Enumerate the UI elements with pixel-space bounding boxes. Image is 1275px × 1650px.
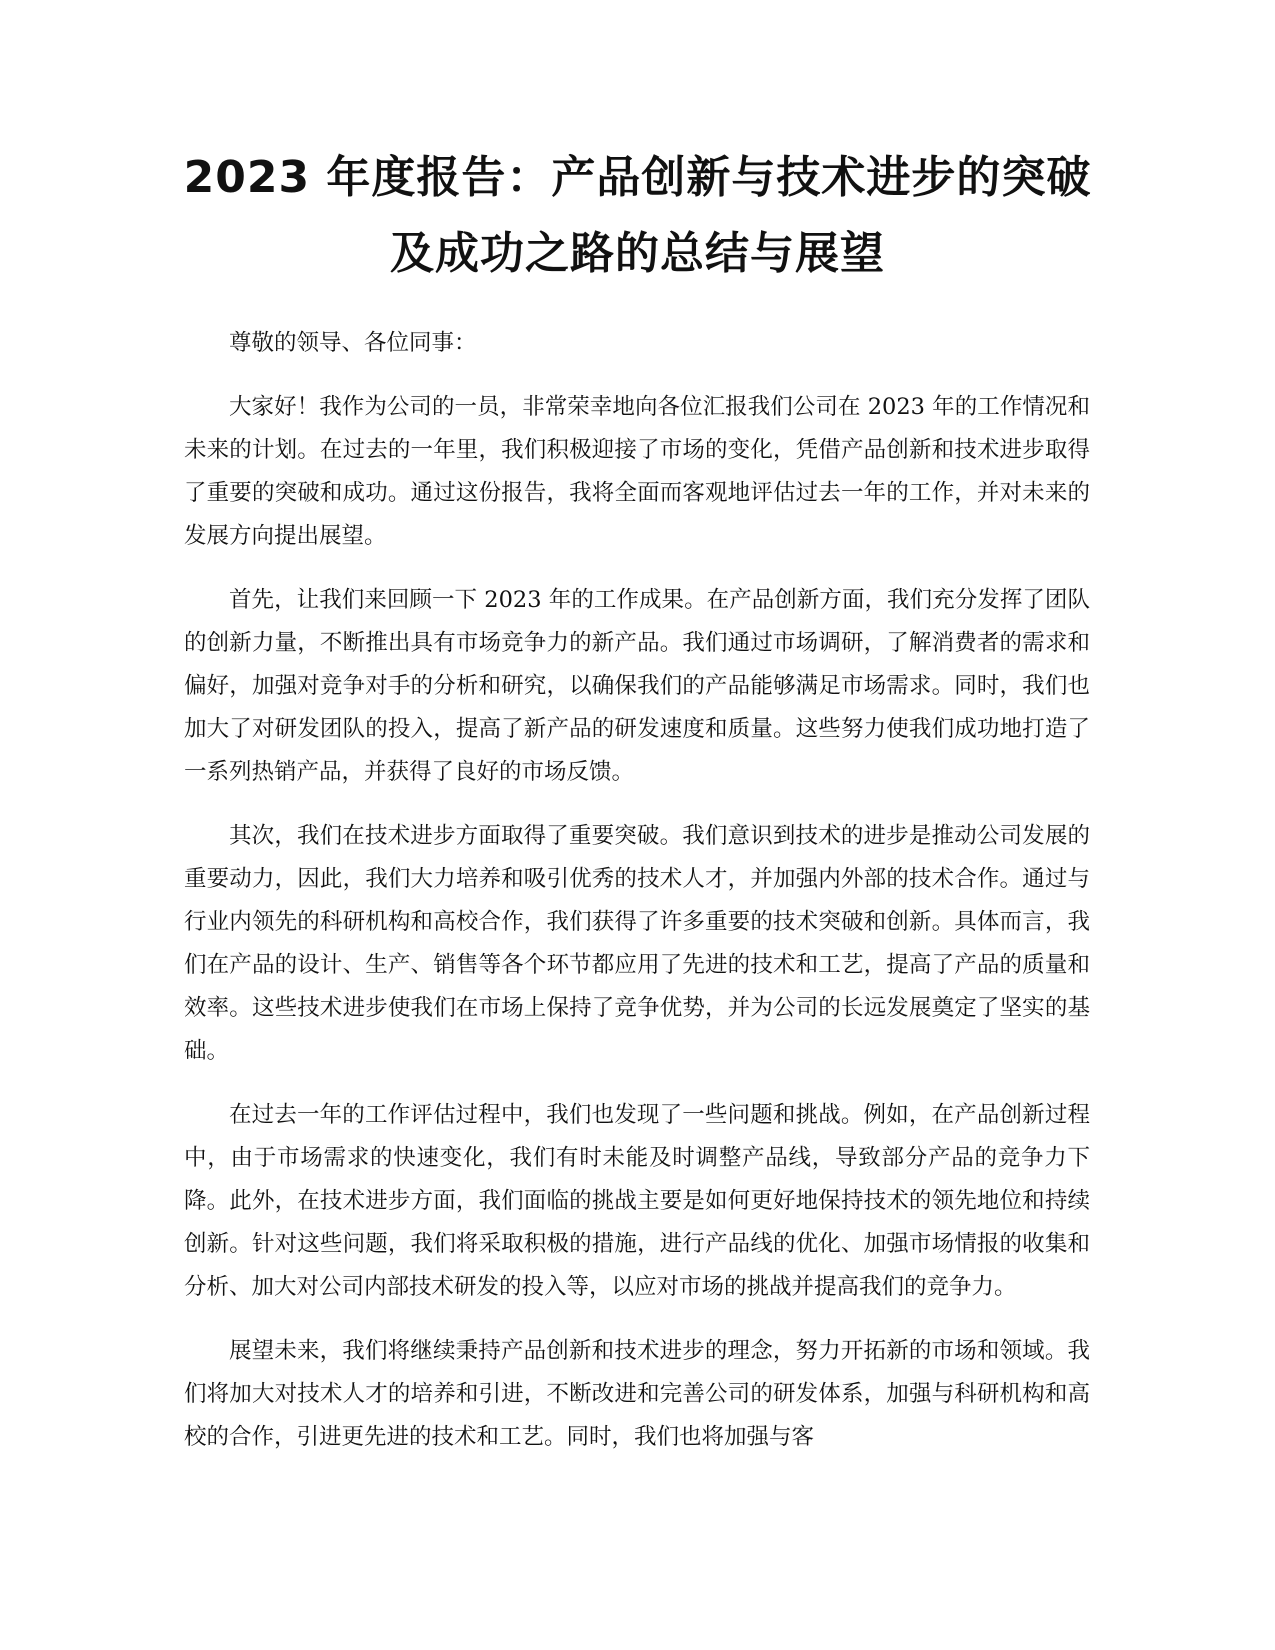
technology-progress-paragraph: 其次，我们在技术进步方面取得了重要突破。我们意识到技术的进步是推动公司发展的重要动力，因此，我们大力培养和吸引优秀的技术人才，并加强内外部的技术合作。通过与行业内领先的科研机构和高校合作，我们获得了许多重要的技术突破和创新。具体而言，我们在产品的设计、生产、销售等各个环节都应用了先进的技术和工艺，提高了产品的质量和效率。这些技术进步使我们在市场上保持了竞争优势，并为公司的长远发展奠定了坚实的基础。 — [184, 823, 1090, 1064]
title-line-2: 及成功之路的总结与展望 — [390, 228, 885, 279]
title-line-1: 2023 年度报告：产品创新与技术进步的突破 — [183, 152, 1092, 203]
challenges-paragraph: 在过去一年的工作评估过程中，我们也发现了一些问题和挑战。例如，在产品创新过程中，由于市场需求的快速变化，我们有时未能及时调整产品线，导致部分产品的竞争力下降。此外，在技术进步方面，我们面临的挑战主要是如何更好地保持技术的领先地位和持续创新。针对这些问题，我们将采取积极的措施，进行产品线的优化、加强市场情报的收集和分析、加大对公司内部技术研发的投入等，以应对市场的挑战并提高我们的竞争力。 — [184, 1102, 1090, 1300]
document-title — [150, 140, 1125, 292]
outlook-paragraph: 展望未来，我们将继续秉持产品创新和技术进步的理念，努力开拓新的市场和领域。我们将加大对技术人才的培养和引进，不断改进和完善公司的研发体系，加强与科研机构和高校的合作，引进更先进的技术和工艺。同时，我们也将加强与客 — [184, 1338, 1090, 1450]
salutation-paragraph: 尊敬的领导、各位同事： — [229, 330, 477, 356]
greeting-paragraph: 大家好！我作为公司的一员，非常荣幸地向各位汇报我们公司在 2023 年的工作情况和未来的计划。在过去的一年里，我们积极迎接了市场的变化，凭借产品创新和技术进步取得了重要的突破和成功。通过这份报告，我将全面而客观地评估过去一年的工作，并对未来的发展方向提出展望。 — [184, 394, 1090, 549]
document-body — [184, 322, 1090, 1480]
product-innovation-paragraph: 首先，让我们来回顾一下 2023 年的工作成果。在产品创新方面，我们充分发挥了团队的创新力量，不断推出具有市场竞争力的新产品。我们通过市场调研，了解消费者的需求和偏好，加强对竞争对手的分析和研究，以确保我们的产品能够满足市场需求。同时，我们也加大了对研发团队的投入，提高了新产品的研发速度和质量。这些努力使我们成功地打造了一系列热销产品，并获得了良好的市场反馈。 — [184, 587, 1090, 785]
